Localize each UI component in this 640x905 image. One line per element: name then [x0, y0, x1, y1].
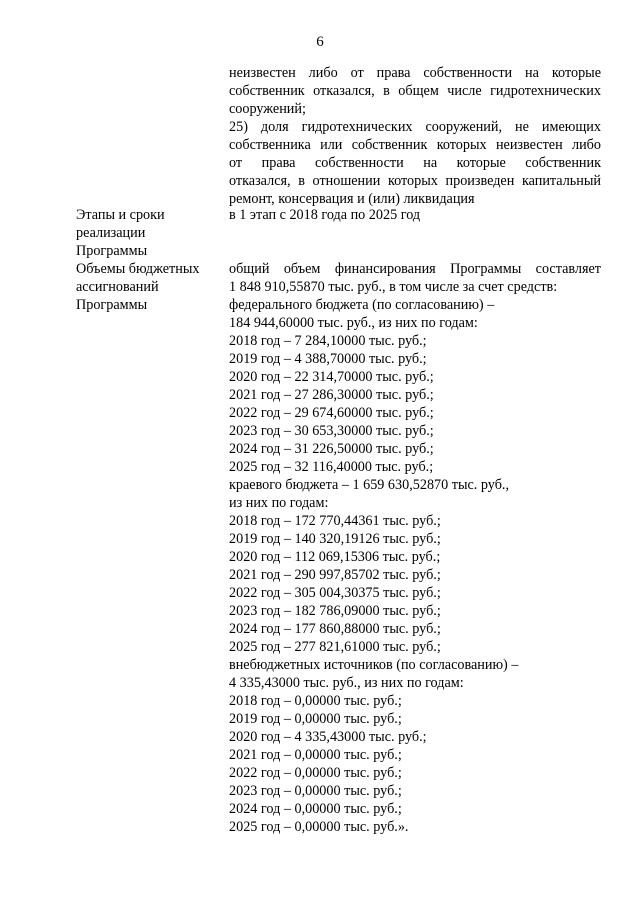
budget-line: 2022 год – 305 004,30375 тыс. руб.; — [229, 585, 441, 601]
budget-line: 2023 год – 30 653,30000 тыс. руб.; — [229, 423, 434, 439]
budget-line: внебюджетных источников (по согласованию) – — [229, 657, 519, 673]
budget-line: 2020 год – 4 335,43000 тыс. руб.; — [229, 729, 427, 745]
budget-line: 2022 год – 29 674,60000 тыс. руб.; — [229, 405, 434, 421]
continuation-line: собственник отказался, в общем числе гидротехнических — [229, 83, 601, 99]
stages-label-line: Программы — [76, 243, 148, 259]
continuation-line: от права собственности на которые собственник — [229, 155, 601, 171]
budget-line: из них по годам: — [229, 495, 329, 511]
budget-line: краевого бюджета – 1 659 630,52870 тыс. руб., — [229, 477, 510, 493]
budget-line: 2019 год – 4 388,70000 тыс. руб.; — [229, 351, 427, 367]
budget-line: 2019 год – 140 320,19126 тыс. руб.; — [229, 531, 441, 547]
budget-line: 2021 год – 27 286,30000 тыс. руб.; — [229, 387, 434, 403]
budget-line: 2025 год – 277 821,61000 тыс. руб.; — [229, 639, 441, 655]
budget-line: 2023 год – 0,00000 тыс. руб.; — [229, 783, 402, 799]
budget-line: 2020 год – 112 069,15306 тыс. руб.; — [229, 549, 441, 565]
stages-value: в 1 этап с 2018 года по 2025 год — [229, 207, 421, 223]
budget-line: 2024 год – 31 226,50000 тыс. руб.; — [229, 441, 434, 457]
continuation-line: неизвестен либо от права собственности на которые — [229, 65, 601, 81]
continuation-line: отказался, в отношении которых произведен капитальный — [229, 173, 601, 189]
budget-line: 1 848 910,55870 тыс. руб., в том числе за счет средств: — [229, 279, 558, 295]
stages-label-line: реализации — [76, 225, 146, 241]
budget-label-line: Объемы бюджетных — [76, 261, 200, 277]
budget-line: 2021 год – 290 997,85702 тыс. руб.; — [229, 567, 441, 583]
budget-line: 184 944,60000 тыс. руб., из них по годам: — [229, 315, 478, 331]
budget-line: 2020 год – 22 314,70000 тыс. руб.; — [229, 369, 434, 385]
budget-line: общий объем финансирования Программы составляет — [229, 261, 601, 277]
budget-label-line: Программы — [76, 297, 148, 313]
budget-line: 2021 год – 0,00000 тыс. руб.; — [229, 747, 402, 763]
budget-line: 2025 год – 32 116,40000 тыс. руб.; — [229, 459, 434, 475]
stages-label-line: Этапы и сроки — [76, 207, 165, 223]
continuation-line: сооружений; — [229, 101, 306, 117]
budget-line: 2022 год – 0,00000 тыс. руб.; — [229, 765, 402, 781]
budget-line: 2018 год – 172 770,44361 тыс. руб.; — [229, 513, 441, 529]
budget-line: 2025 год – 0,00000 тыс. руб.». — [229, 819, 409, 835]
budget-line: 2024 год – 177 860,88000 тыс. руб.; — [229, 621, 441, 637]
budget-line: 2019 год – 0,00000 тыс. руб.; — [229, 711, 402, 727]
budget-line: 2023 год – 182 786,09000 тыс. руб.; — [229, 603, 441, 619]
continuation-line: 25) доля гидротехнических сооружений, не имеющих — [229, 119, 601, 135]
budget-line: 2018 год – 0,00000 тыс. руб.; — [229, 693, 402, 709]
continuation-line: собственника или собственник которых неизвестен либо — [229, 137, 601, 153]
page-number: 6 — [316, 34, 324, 50]
budget-line: 4 335,43000 тыс. руб., из них по годам: — [229, 675, 464, 691]
budget-line: федерального бюджета (по согласованию) – — [229, 297, 495, 313]
continuation-line: ремонт, консервация и (или) ликвидация — [229, 191, 475, 207]
budget-line: 2024 год – 0,00000 тыс. руб.; — [229, 801, 402, 817]
budget-label-line: ассигнований — [76, 279, 159, 295]
budget-line: 2018 год – 7 284,10000 тыс. руб.; — [229, 333, 427, 349]
